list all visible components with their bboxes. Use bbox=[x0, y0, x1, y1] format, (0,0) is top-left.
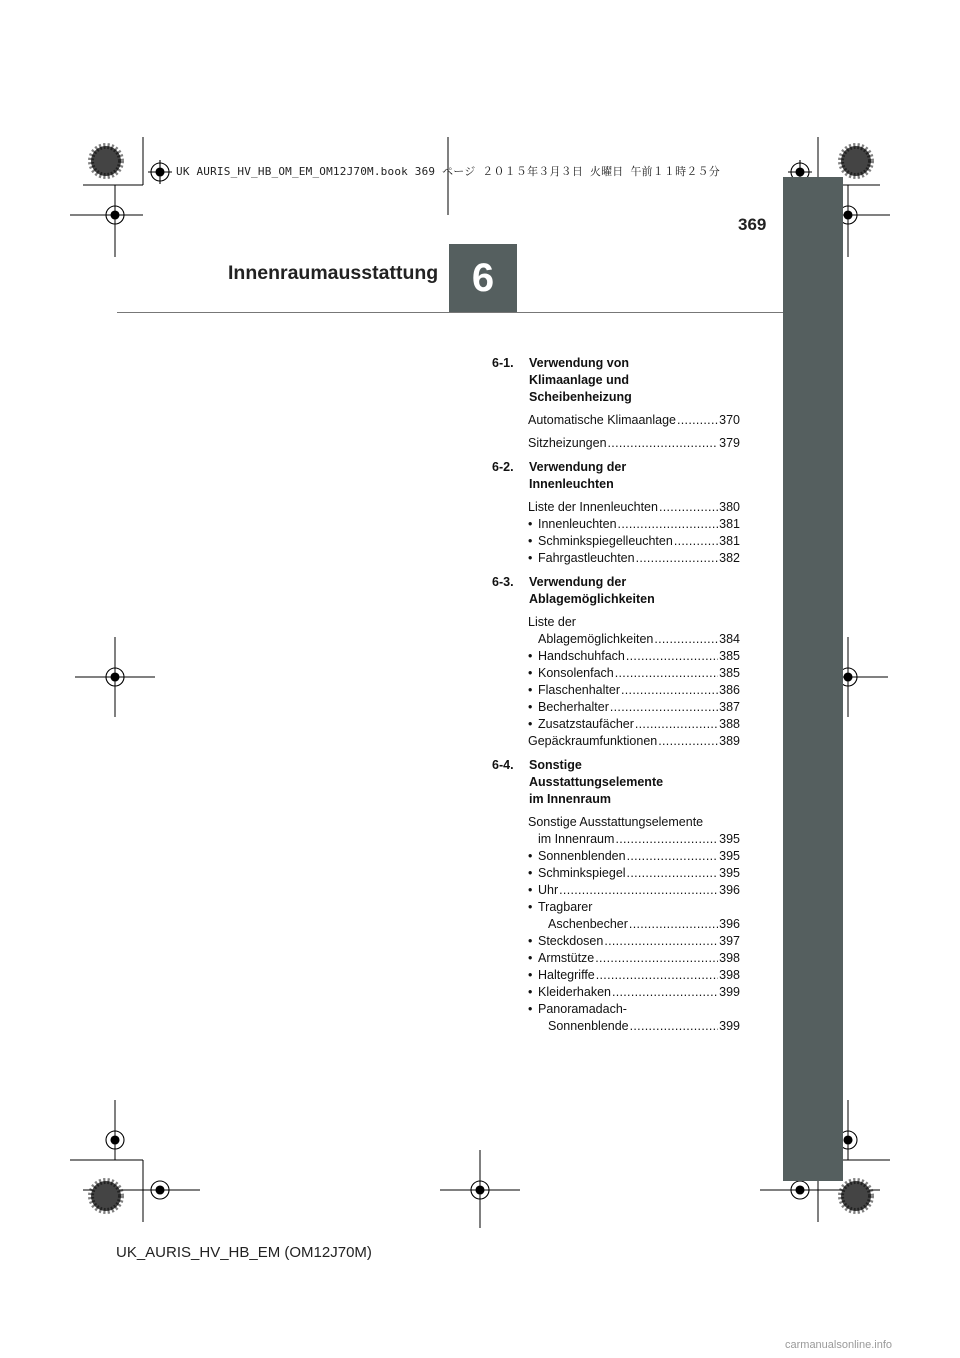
table-of-contents bbox=[492, 355, 740, 1042]
toc-page-number: 382 bbox=[719, 551, 740, 565]
toc-entry-text: im Innenraum bbox=[538, 832, 615, 846]
bullet-icon: • bbox=[528, 900, 533, 914]
toc-entry-text: Panoramadach- bbox=[538, 1002, 627, 1016]
dot-leader bbox=[677, 412, 718, 429]
toc-entry-text: Konsolenfach bbox=[538, 666, 614, 680]
toc-entry-text: Sonnenblende bbox=[548, 1019, 629, 1033]
dot-leader bbox=[674, 533, 718, 550]
toc-section-number: 6-2. bbox=[492, 460, 514, 474]
toc-section-heading bbox=[492, 355, 740, 406]
starburst-mark-icon bbox=[91, 1181, 121, 1211]
toc-entry-text: Innenleuchten bbox=[538, 517, 617, 531]
toc-section-title-line: Klimaanlage und bbox=[529, 373, 630, 387]
toc-entry-text: Zusatzstaufächer bbox=[538, 717, 634, 731]
toc-section-title-line: Sonstige bbox=[529, 758, 582, 772]
dot-leader bbox=[635, 716, 718, 733]
toc-page-number: 385 bbox=[719, 649, 740, 663]
toc-page-number: 389 bbox=[719, 734, 740, 748]
manual-code: UK_AURIS_HV_HB_EM (OM12J70M) bbox=[116, 1244, 372, 1261]
toc-sub-entry[interactable] bbox=[528, 899, 740, 933]
bullet-icon: • bbox=[528, 849, 533, 863]
toc-entry-text: Becherhalter bbox=[538, 700, 609, 714]
toc-sub-entry[interactable] bbox=[528, 648, 740, 665]
dot-leader bbox=[615, 831, 718, 848]
dot-leader bbox=[559, 882, 718, 899]
toc-entry-text: Liste der bbox=[528, 615, 576, 629]
toc-entry[interactable] bbox=[528, 412, 740, 429]
toc-section-title-line: Verwendung der bbox=[529, 575, 627, 589]
dot-leader bbox=[629, 916, 718, 933]
dot-leader bbox=[627, 865, 719, 882]
dot-leader bbox=[610, 699, 718, 716]
toc-entry-text: Gepäckraumfunktionen bbox=[528, 734, 658, 748]
dot-leader bbox=[627, 848, 719, 865]
toc-sub-entry[interactable] bbox=[528, 699, 740, 716]
toc-page-number: 381 bbox=[719, 517, 740, 531]
toc-page-number: 395 bbox=[719, 849, 740, 863]
bullet-icon: • bbox=[528, 649, 533, 663]
toc-page-number: 398 bbox=[719, 968, 740, 982]
toc-section-title-line: Ablagemöglichkeiten bbox=[529, 592, 655, 606]
registration-target-icon bbox=[148, 160, 172, 184]
chapter-title: Innenraumausstattung bbox=[228, 262, 439, 284]
bullet-icon: • bbox=[528, 866, 533, 880]
toc-sub-entry[interactable] bbox=[528, 882, 740, 899]
toc-entry-text: Kleiderhaken bbox=[538, 985, 611, 999]
toc-page-number: 379 bbox=[719, 436, 740, 450]
toc-entry-text: Tragbarer bbox=[538, 900, 593, 914]
toc-page-number: 397 bbox=[719, 934, 740, 948]
toc-entry-text: Schminkspiegelleuchten bbox=[538, 534, 673, 548]
dot-leader bbox=[659, 499, 718, 516]
toc-entry[interactable] bbox=[528, 435, 740, 452]
toc-entry-text: Uhr bbox=[538, 883, 559, 897]
toc-sub-entry[interactable] bbox=[528, 682, 740, 699]
dot-leader bbox=[630, 1018, 719, 1035]
toc-entry[interactable] bbox=[528, 814, 740, 848]
toc-sub-entry[interactable] bbox=[528, 533, 740, 550]
dot-leader bbox=[621, 682, 718, 699]
dot-leader bbox=[608, 435, 719, 452]
starburst-mark-icon bbox=[841, 146, 871, 176]
toc-section bbox=[492, 459, 740, 567]
toc-section-title-line: Ausstattungselemente bbox=[529, 775, 664, 789]
toc-sub-entry[interactable] bbox=[528, 984, 740, 1001]
toc-section-number: 6-1. bbox=[492, 356, 514, 370]
toc-sub-entry[interactable] bbox=[528, 665, 740, 682]
starburst-mark-icon bbox=[841, 1181, 871, 1211]
dot-leader bbox=[636, 550, 719, 567]
toc-entry[interactable] bbox=[528, 733, 740, 750]
toc-page-number: 387 bbox=[719, 700, 740, 714]
bullet-icon: • bbox=[528, 666, 533, 680]
toc-page-number: 395 bbox=[719, 866, 740, 880]
toc-entry-text: Sonnenblenden bbox=[538, 849, 626, 863]
bullet-icon: • bbox=[528, 534, 533, 548]
toc-page-number: 386 bbox=[719, 683, 740, 697]
toc-section-heading bbox=[492, 459, 740, 493]
toc-section-number: 6-3. bbox=[492, 575, 514, 589]
dot-leader bbox=[658, 733, 718, 750]
bullet-icon: • bbox=[528, 883, 533, 897]
toc-section bbox=[492, 757, 740, 1035]
bullet-icon: • bbox=[528, 934, 533, 948]
toc-section-heading bbox=[492, 574, 740, 608]
toc-sub-entry[interactable] bbox=[528, 550, 740, 567]
toc-section-title-line: im Innenraum bbox=[529, 792, 611, 806]
toc-sub-entry[interactable] bbox=[528, 865, 740, 882]
toc-entry-text: Sitzheizungen bbox=[528, 436, 607, 450]
toc-sub-entry[interactable] bbox=[528, 933, 740, 950]
toc-entry-text: Schminkspiegel bbox=[538, 866, 626, 880]
toc-entry-text: Aschenbecher bbox=[548, 917, 628, 931]
toc-page-number: 398 bbox=[719, 951, 740, 965]
toc-section bbox=[492, 574, 740, 750]
bullet-icon: • bbox=[528, 517, 533, 531]
toc-entry-text: Automatische Klimaanlage bbox=[528, 413, 676, 427]
toc-sub-entry[interactable] bbox=[528, 716, 740, 733]
toc-section-title-line: Scheibenheizung bbox=[529, 390, 632, 404]
bullet-icon: • bbox=[528, 951, 533, 965]
dot-leader bbox=[595, 950, 718, 967]
bullet-icon: • bbox=[528, 683, 533, 697]
toc-entry-text: Flaschenhalter bbox=[538, 683, 620, 697]
toc-page-number: 385 bbox=[719, 666, 740, 680]
toc-entry-text: Liste der Innenleuchten bbox=[528, 500, 658, 514]
bullet-icon: • bbox=[528, 700, 533, 714]
bullet-icon: • bbox=[528, 985, 533, 999]
chapter-side-tab bbox=[783, 177, 843, 1181]
page-number: 369 bbox=[738, 215, 767, 234]
dot-leader bbox=[604, 933, 718, 950]
dot-leader bbox=[654, 631, 718, 648]
toc-section-title-line: Verwendung von bbox=[529, 356, 630, 370]
toc-sub-entry[interactable] bbox=[528, 848, 740, 865]
toc-entry-text: Steckdosen bbox=[538, 934, 604, 948]
toc-section-title-line: Innenleuchten bbox=[529, 477, 614, 491]
toc-page-number: 388 bbox=[719, 717, 740, 731]
toc-sub-entry[interactable] bbox=[528, 967, 740, 984]
toc-section-title-line: Verwendung der bbox=[529, 460, 627, 474]
toc-entry-text: Ablagemöglichkeiten bbox=[538, 632, 654, 646]
header-rule bbox=[117, 312, 783, 313]
toc-entry-text: Handschuhfach bbox=[538, 649, 625, 663]
toc-sub-entry[interactable] bbox=[528, 950, 740, 967]
toc-page-number: 370 bbox=[719, 413, 740, 427]
toc-page-number: 396 bbox=[719, 917, 740, 931]
toc-sub-entry[interactable] bbox=[528, 1001, 740, 1035]
dot-leader bbox=[596, 967, 718, 984]
toc-page-number: 395 bbox=[719, 832, 740, 846]
toc-entry-text: Haltegriffe bbox=[538, 968, 595, 982]
dot-leader bbox=[615, 665, 718, 682]
dot-leader bbox=[618, 516, 719, 533]
toc-page-number: 399 bbox=[719, 1019, 740, 1033]
toc-section-heading bbox=[492, 757, 740, 808]
dot-leader bbox=[626, 648, 718, 665]
chapter-number-box: 6 bbox=[449, 244, 517, 313]
toc-entry[interactable] bbox=[528, 499, 740, 516]
book-file-info: UK AURIS_HV_HB_OM_EM_OM12J70M.book 369 ページ ２０１５年３月３日 火曜日 午前１１時２５分 bbox=[176, 165, 720, 178]
toc-page-number: 384 bbox=[719, 632, 740, 646]
toc-page-number: 380 bbox=[719, 500, 740, 514]
starburst-mark-icon bbox=[91, 146, 121, 176]
toc-entry-text: Fahrgastleuchten bbox=[538, 551, 635, 565]
toc-entry-text: Armstütze bbox=[538, 951, 595, 965]
toc-page-number: 381 bbox=[719, 534, 740, 548]
toc-sub-entry[interactable] bbox=[528, 516, 740, 533]
bullet-icon: • bbox=[528, 968, 533, 982]
bullet-icon: • bbox=[528, 717, 533, 731]
bullet-icon: • bbox=[528, 1002, 533, 1016]
toc-page-number: 399 bbox=[719, 985, 740, 999]
site-watermark: carmanualsonline.info bbox=[785, 1339, 893, 1351]
dot-leader bbox=[612, 984, 718, 1001]
toc-section bbox=[492, 355, 740, 452]
toc-entry[interactable] bbox=[528, 614, 740, 648]
bullet-icon: • bbox=[528, 551, 533, 565]
toc-entry-text: Sonstige Ausstattungselemente bbox=[528, 815, 704, 829]
toc-section-number: 6-4. bbox=[492, 758, 514, 772]
toc-page-number: 396 bbox=[719, 883, 740, 897]
